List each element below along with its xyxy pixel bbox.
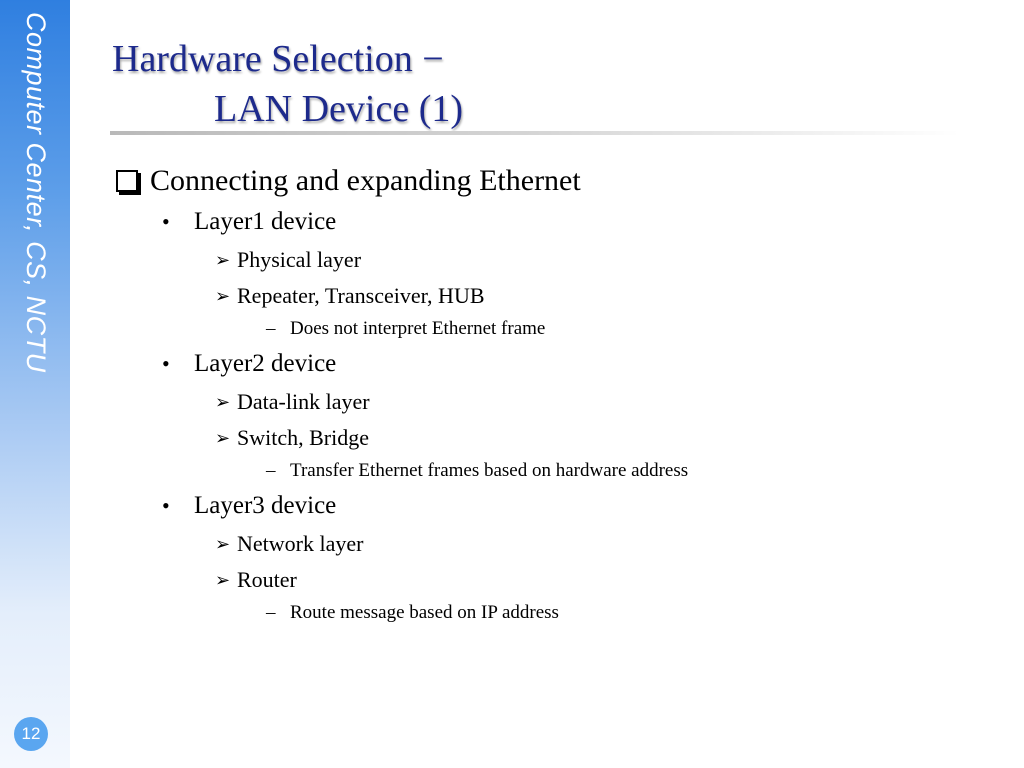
sub-item [215, 562, 992, 598]
sub-item-text: Router [237, 567, 297, 592]
dash-bullet-icon: – [266, 460, 276, 481]
sidebar [0, 0, 70, 768]
slide-title [112, 34, 463, 134]
arrow-bullet-icon: ➢ [215, 427, 231, 448]
page-number-badge: 12 [14, 717, 48, 751]
note-item-text: Transfer Ethernet frames based on hardware address [290, 460, 689, 481]
title-divider [110, 131, 960, 135]
checkbox-bullet-icon [116, 170, 138, 192]
sub-item-text: Switch, Bridge [237, 425, 369, 450]
dash-bullet-icon: – [266, 602, 276, 623]
note-item-text: Route message based on IP address [290, 602, 559, 623]
sub-item-text: Repeater, Transceiver, HUB [237, 283, 485, 308]
bullet-dot-icon: • [162, 493, 170, 518]
list-item [162, 344, 992, 384]
note-item [266, 598, 992, 628]
sub-item-text: Data-link layer [237, 389, 370, 414]
slide-content [112, 160, 992, 628]
arrow-bullet-icon: ➢ [215, 285, 231, 306]
slide-title-line2: LAN Device (1) [214, 88, 464, 130]
arrow-bullet-icon: ➢ [215, 391, 231, 412]
dash-bullet-icon: – [266, 318, 276, 339]
note-item [266, 456, 992, 486]
sub-item [215, 526, 992, 562]
main-bullet [112, 160, 992, 202]
bullet-dot-icon: • [162, 209, 170, 234]
sub-item [215, 242, 992, 278]
slide-title-line1: Hardware Selection − [112, 38, 444, 80]
sidebar-label: Computer Center, CS, NCTU [21, 12, 51, 373]
arrow-bullet-icon: ➢ [215, 533, 231, 554]
arrow-bullet-icon: ➢ [215, 249, 231, 270]
note-item [266, 314, 992, 344]
list-item-label: Layer2 device [194, 350, 337, 377]
sub-item-text: Physical layer [237, 247, 362, 272]
note-item-text: Does not interpret Ethernet frame [290, 318, 546, 339]
main-bullet-text: Connecting and expanding Ethernet [150, 164, 581, 197]
sub-item [215, 420, 992, 456]
bullet-dot-icon: • [162, 351, 170, 376]
arrow-bullet-icon: ➢ [215, 569, 231, 590]
list-item [162, 202, 992, 242]
sub-item [215, 384, 992, 420]
sub-item-text: Network layer [237, 531, 364, 556]
list-item [162, 486, 992, 526]
list-item-label: Layer1 device [194, 208, 337, 235]
sub-item [215, 278, 992, 314]
list-item-label: Layer3 device [194, 492, 337, 519]
